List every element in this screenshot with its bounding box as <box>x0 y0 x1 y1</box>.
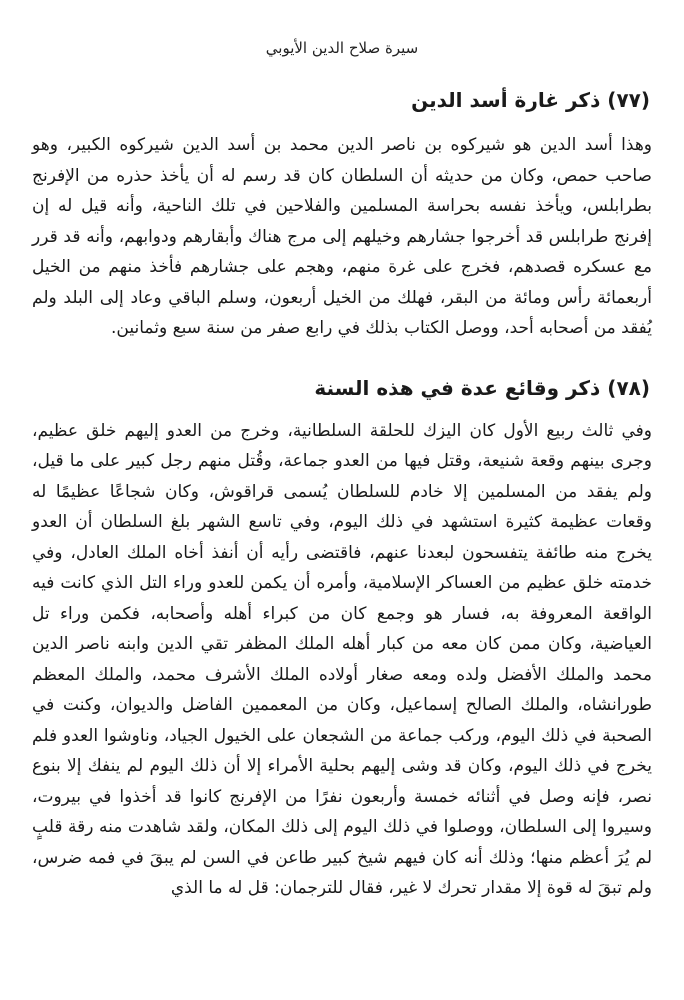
section-title-77: (٧٧) ذكر غارة أسد الدين <box>411 88 650 112</box>
section-title-78: (٧٨) ذكر وقائع عدة في هذه السنة <box>314 375 650 400</box>
section-body-77: وهذا أسد الدين هو شيركوه بن ناصر الدين محمد بن أسد الدين شيركوه الكبير، وهو صاحب حمص، وكان من حديثه أن السلطان كان قد رسم له أن يأخذ حذره من الإفرنج بطرابلس، ويأخذ نفسه بحراسة المسلمين والفلاحين في تلك الناحية، وأنه قيل له إن إفرنج طرابلس قد أخرجوا جشارهم وخيلهم إلى مرج هناك وأبقارهم ودوابهم، وأنه قد قرر مع عسكره قصدهم، فخرج على غرة منهم، وهجم على جشارهم فأخذ منهم من الخيل أربعمائة رأس ومائة من البقر، فهلك من الخيل أربعون، وسلم الباقي وعاد إلى البلد ولم يُفقد من أصحابه أحد، ووصل الكتاب بذلك في رابع صفر من سنة سبع وثمانين. <box>32 135 652 338</box>
section-body-78: وفي ثالث ربيع الأول كان اليزك للحلقة السلطانية، وخرج من العدو إليهم خلق عظيم، وجرى بينهم وقعة شنيعة، وقتل فيها من العدو جماعة، وقُتل منهم رجل كبير على ما قيل، ولم يفقد من المسلمين إلا خادم للسلطان يُسمى قراقوش، وكان شجاعًا عظيمًا له وقعات عظيمة كثيرة استشهد في ذلك اليوم، وفي تاسع الشهر بلغ السلطان أن العدو يخرج منه طائفة يتفسحون لبعدنا عنهم، فاقتضى رأيه أن أنفذ أخاه الملك العادل، وفي خدمته خلق عظيم من العساكر الإسلامية، وأمره أن يكمن للعدو وراء التل الذي كانت فيه الواقعة المعروفة به، فسار هو وجمع كان من كبراء أهله وأصحابه، فكمن وراء تل العياضية، وكان ممن كان معه من كبار أهله الملك المظفر تقي الدين وابنه ناصر الدين محمد والملك الأفضل ولده ومعه صغار أولاده الملك الأشرف محمد، والملك المعظم طورانشاه، والملك الصالح إسماعيل، وكان من المعممين الفاضل والديوان، وكنت في الصحبة في ذلك اليوم، وركب جماعة من الشجعان على الخيول الجياد، وناوشوا العدو فلم يخرج في ذلك اليوم، وكان قد وشى إليهم بحلية الأمراء إلا أن ذلك اليوم لم ينفك إلا بنوع نصر، فإنه وصل في أثنائه خمسة وأربعون نفرًا من الإفرنج كانوا قد أخذوا في بيروت، وسيروا إلى السلطان، ووصلوا في ذلك اليوم إلى ذلك المكان، ولقد شاهدت منه رقة قلبٍ لم يُرَ أعظم منها؛ وذلك أنه كان فيهم شيخ كبير طاعن في السن لم يبقَ في فمه ضرس، ولم تبقَ له قوة إلا مقدار تحرك لا غير، فقال للترجمان: قل له ما الذي <box>32 420 652 898</box>
running-header: سيرة صلاح الدين الأيوبي <box>265 39 419 57</box>
